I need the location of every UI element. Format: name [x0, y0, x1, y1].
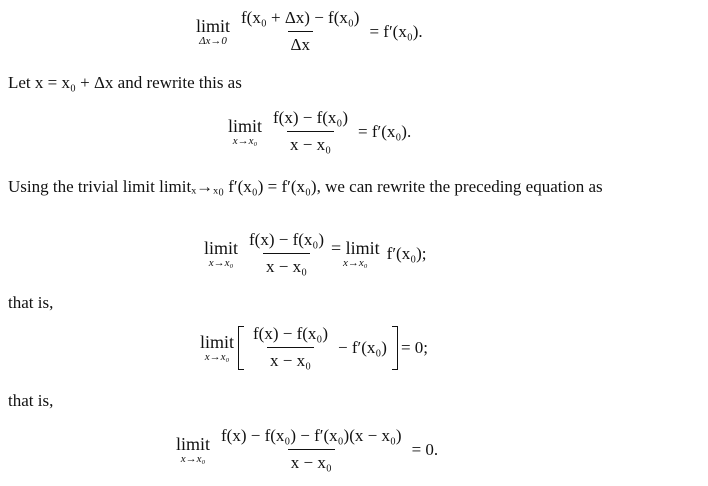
limit-word: limit — [204, 237, 239, 258]
numerator: f(x₀ + Δx) − f(x₀) — [241, 8, 360, 27]
limit-subscript: x→x₀ — [208, 256, 234, 269]
limit-operator-rhs — [331, 239, 380, 269]
equation-5 — [176, 426, 441, 473]
equation-4 — [200, 324, 431, 371]
denominator: x − x₀ — [288, 449, 335, 473]
denominator: x − x₀ — [287, 131, 334, 155]
limit-word: limit — [200, 331, 235, 352]
square-bracket-group — [238, 324, 398, 371]
fraction — [246, 230, 327, 277]
limit-subscript: x→x₀ — [343, 256, 368, 269]
equation-2 — [228, 108, 414, 155]
right-hand-side: = 0. — [411, 439, 439, 459]
bracket-inner-term: − f′(x₀) — [338, 337, 387, 357]
numerator: f(x) − f(x₀) — [253, 324, 328, 343]
denominator: Δx — [288, 31, 313, 55]
paragraph-4: that is, — [8, 391, 54, 410]
limit-word: = limit — [331, 237, 380, 258]
fraction — [270, 108, 351, 155]
right-hand-side: = f′(x₀). — [358, 121, 412, 141]
paragraph-1: Let x = x₀ + Δx and rewrite this as — [8, 73, 242, 92]
paragraph-2: Using the trivial limit limitₓ→ₓ₀ f′(x₀) = f′(x₀), we can rewrite the preceding equation as — [8, 177, 603, 196]
limit-word: limit — [196, 15, 231, 36]
limit-operator — [228, 117, 262, 147]
limit-operator — [176, 435, 210, 465]
fraction — [218, 426, 405, 473]
limit-word: limit — [176, 433, 211, 454]
left-bracket — [238, 326, 244, 370]
denominator: x − x₀ — [267, 347, 314, 371]
limit-operator — [200, 333, 234, 363]
fraction — [238, 8, 362, 55]
limit-subscript: Δx→0 — [199, 34, 227, 47]
equation-1 — [196, 8, 426, 55]
limit-word: limit — [228, 115, 263, 136]
numerator: f(x) − f(x₀) — [249, 230, 324, 249]
limit-operator — [204, 239, 238, 269]
equation-3 — [204, 230, 430, 277]
numerator: f(x) − f(x₀) — [273, 108, 348, 127]
limit-subscript: x→x₀ — [232, 134, 258, 147]
fraction — [250, 324, 331, 371]
right-hand-side: f′(x₀); — [386, 243, 427, 263]
right-hand-side: = f′(x₀). — [369, 21, 423, 41]
limit-subscript: x→x₀ — [204, 350, 230, 363]
right-hand-side: = 0; — [400, 337, 429, 357]
numerator: f(x) − f(x₀) − f′(x₀)(x − x₀) — [221, 426, 402, 445]
limit-subscript: x→x₀ — [180, 452, 206, 465]
paragraph-3: that is, — [8, 293, 54, 312]
denominator: x − x₀ — [263, 253, 310, 277]
limit-operator — [196, 17, 230, 47]
